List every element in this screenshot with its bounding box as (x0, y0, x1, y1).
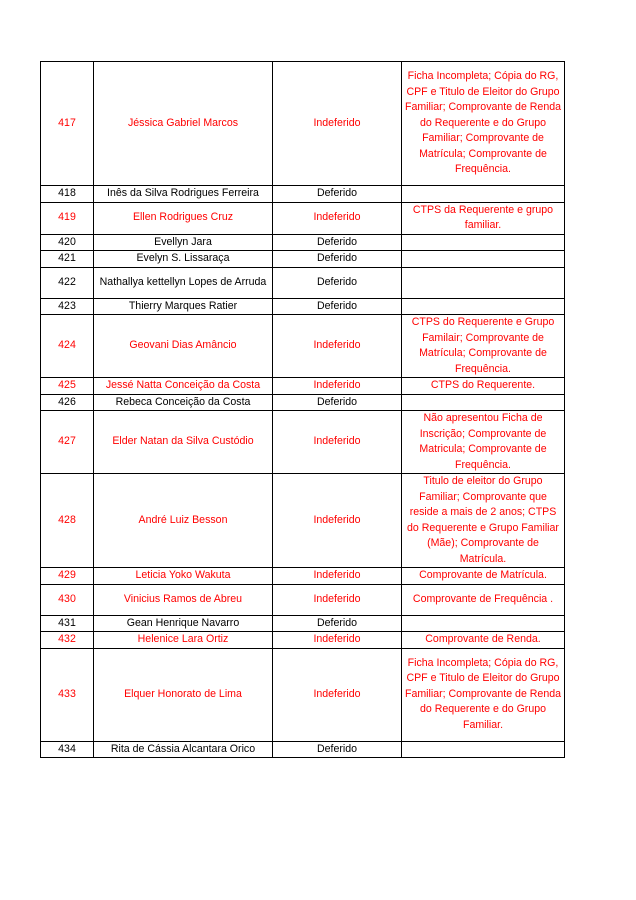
applicant-name: Rebeca Conceição da Costa (94, 394, 273, 411)
reason-cell (402, 298, 565, 315)
row-number: 432 (41, 632, 94, 649)
reason-cell (402, 394, 565, 411)
reason-cell: Comprovante de Matrícula. (402, 568, 565, 585)
row-number: 424 (41, 315, 94, 378)
table-row (41, 62, 565, 186)
status-cell: Deferido (273, 234, 402, 251)
row-number: 420 (41, 234, 94, 251)
status-cell: Indeferido (273, 378, 402, 395)
applicant-name: Jéssica Gabriel Marcos (94, 62, 273, 186)
row-number: 417 (41, 62, 94, 186)
reason-cell (402, 267, 565, 298)
row-number: 423 (41, 298, 94, 315)
row-number: 433 (41, 648, 94, 741)
reason-cell: Ficha Incompleta; Cópia do RG, CPF e Titulo de Eleitor do Grupo Familiar; Comprovante de Renda do Requerente e do Grupo Familiar; Comprovante de Matrícula; Comprovante de Frequência. (402, 62, 565, 186)
reason-cell: Comprovante de Renda. (402, 632, 565, 649)
status-cell: Deferido (273, 394, 402, 411)
applicant-name: Ellen Rodrigues Cruz (94, 202, 273, 234)
applicant-name: Elder Natan da Silva Custódio (94, 411, 273, 474)
results-table (40, 61, 565, 758)
table-row (41, 568, 565, 585)
applicant-name: Vinicius Ramos de Abreu (94, 584, 273, 615)
table-row (41, 741, 565, 758)
table-row (41, 394, 565, 411)
row-number: 421 (41, 251, 94, 268)
row-number: 429 (41, 568, 94, 585)
status-cell: Deferido (273, 615, 402, 632)
table-row (41, 202, 565, 234)
applicant-name: Helenice Lara Ortiz (94, 632, 273, 649)
status-cell: Indeferido (273, 474, 402, 568)
table-row (41, 615, 565, 632)
status-cell: Indeferido (273, 202, 402, 234)
row-number: 431 (41, 615, 94, 632)
reason-cell: CTPS da Requerente e grupo familiar. (402, 202, 565, 234)
row-number: 428 (41, 474, 94, 568)
status-cell: Deferido (273, 251, 402, 268)
status-cell: Indeferido (273, 648, 402, 741)
applicant-name: Jessé Natta Conceição da Costa (94, 378, 273, 395)
status-cell: Indeferido (273, 411, 402, 474)
status-cell: Indeferido (273, 632, 402, 649)
row-number: 418 (41, 186, 94, 203)
applicant-name: Geovani Dias Amâncio (94, 315, 273, 378)
reason-cell: CTPS do Requerente e Grupo Familair; Comprovante de Matrícula; Comprovante de Frequência. (402, 315, 565, 378)
status-cell: Deferido (273, 186, 402, 203)
row-number: 419 (41, 202, 94, 234)
row-number: 426 (41, 394, 94, 411)
reason-cell: Não apresentou Ficha de Inscrição; Comprovante de Matricula; Comprovante de Frequência. (402, 411, 565, 474)
applicant-name: Elquer Honorato de Lima (94, 648, 273, 741)
status-cell: Deferido (273, 741, 402, 758)
applicant-name: Evellyn Jara (94, 234, 273, 251)
applicant-name: Rita de Cássia Alcantara Orico (94, 741, 273, 758)
table-row (41, 378, 565, 395)
reason-cell: Titulo de eleitor do Grupo Familiar; Comprovante que reside a mais de 2 anos; CTPS do Requerente e Grupo Familiar (Mãe); Comprovante de Matrícula. (402, 474, 565, 568)
reason-cell: Ficha Incompleta; Cópia do RG, CPF e Titulo de Eleitor do Grupo Familiar; Comprovante de Renda do Requerente e do Grupo Familiar. (402, 648, 565, 741)
applicant-name: Leticia Yoko Wakuta (94, 568, 273, 585)
status-cell: Indeferido (273, 315, 402, 378)
applicant-name: Thierry Marques Ratier (94, 298, 273, 315)
table-row (41, 315, 565, 378)
applicant-name: Evelyn S. Lissaraça (94, 251, 273, 268)
reason-cell (402, 615, 565, 632)
status-cell: Indeferido (273, 62, 402, 186)
reason-cell: CTPS do Requerente. (402, 378, 565, 395)
reason-cell (402, 234, 565, 251)
table-row (41, 234, 565, 251)
table-row (41, 474, 565, 568)
row-number: 425 (41, 378, 94, 395)
status-cell: Deferido (273, 267, 402, 298)
row-number: 430 (41, 584, 94, 615)
table-row (41, 267, 565, 298)
table-row (41, 186, 565, 203)
applicant-name: Nathallya kettellyn Lopes de Arruda (94, 267, 273, 298)
table-row (41, 411, 565, 474)
row-number: 434 (41, 741, 94, 758)
status-cell: Indeferido (273, 584, 402, 615)
reason-cell: Comprovante de Frequência . (402, 584, 565, 615)
table-row (41, 251, 565, 268)
table-row (41, 298, 565, 315)
row-number: 427 (41, 411, 94, 474)
applicant-name: André Luiz Besson (94, 474, 273, 568)
applicant-name: Gean Henrique Navarro (94, 615, 273, 632)
applicant-name: Inês da Silva Rodrigues Ferreira (94, 186, 273, 203)
status-cell: Deferido (273, 298, 402, 315)
reason-cell (402, 251, 565, 268)
table-row (41, 648, 565, 741)
table-row (41, 584, 565, 615)
row-number: 422 (41, 267, 94, 298)
reason-cell (402, 741, 565, 758)
table-row (41, 632, 565, 649)
reason-cell (402, 186, 565, 203)
status-cell: Indeferido (273, 568, 402, 585)
